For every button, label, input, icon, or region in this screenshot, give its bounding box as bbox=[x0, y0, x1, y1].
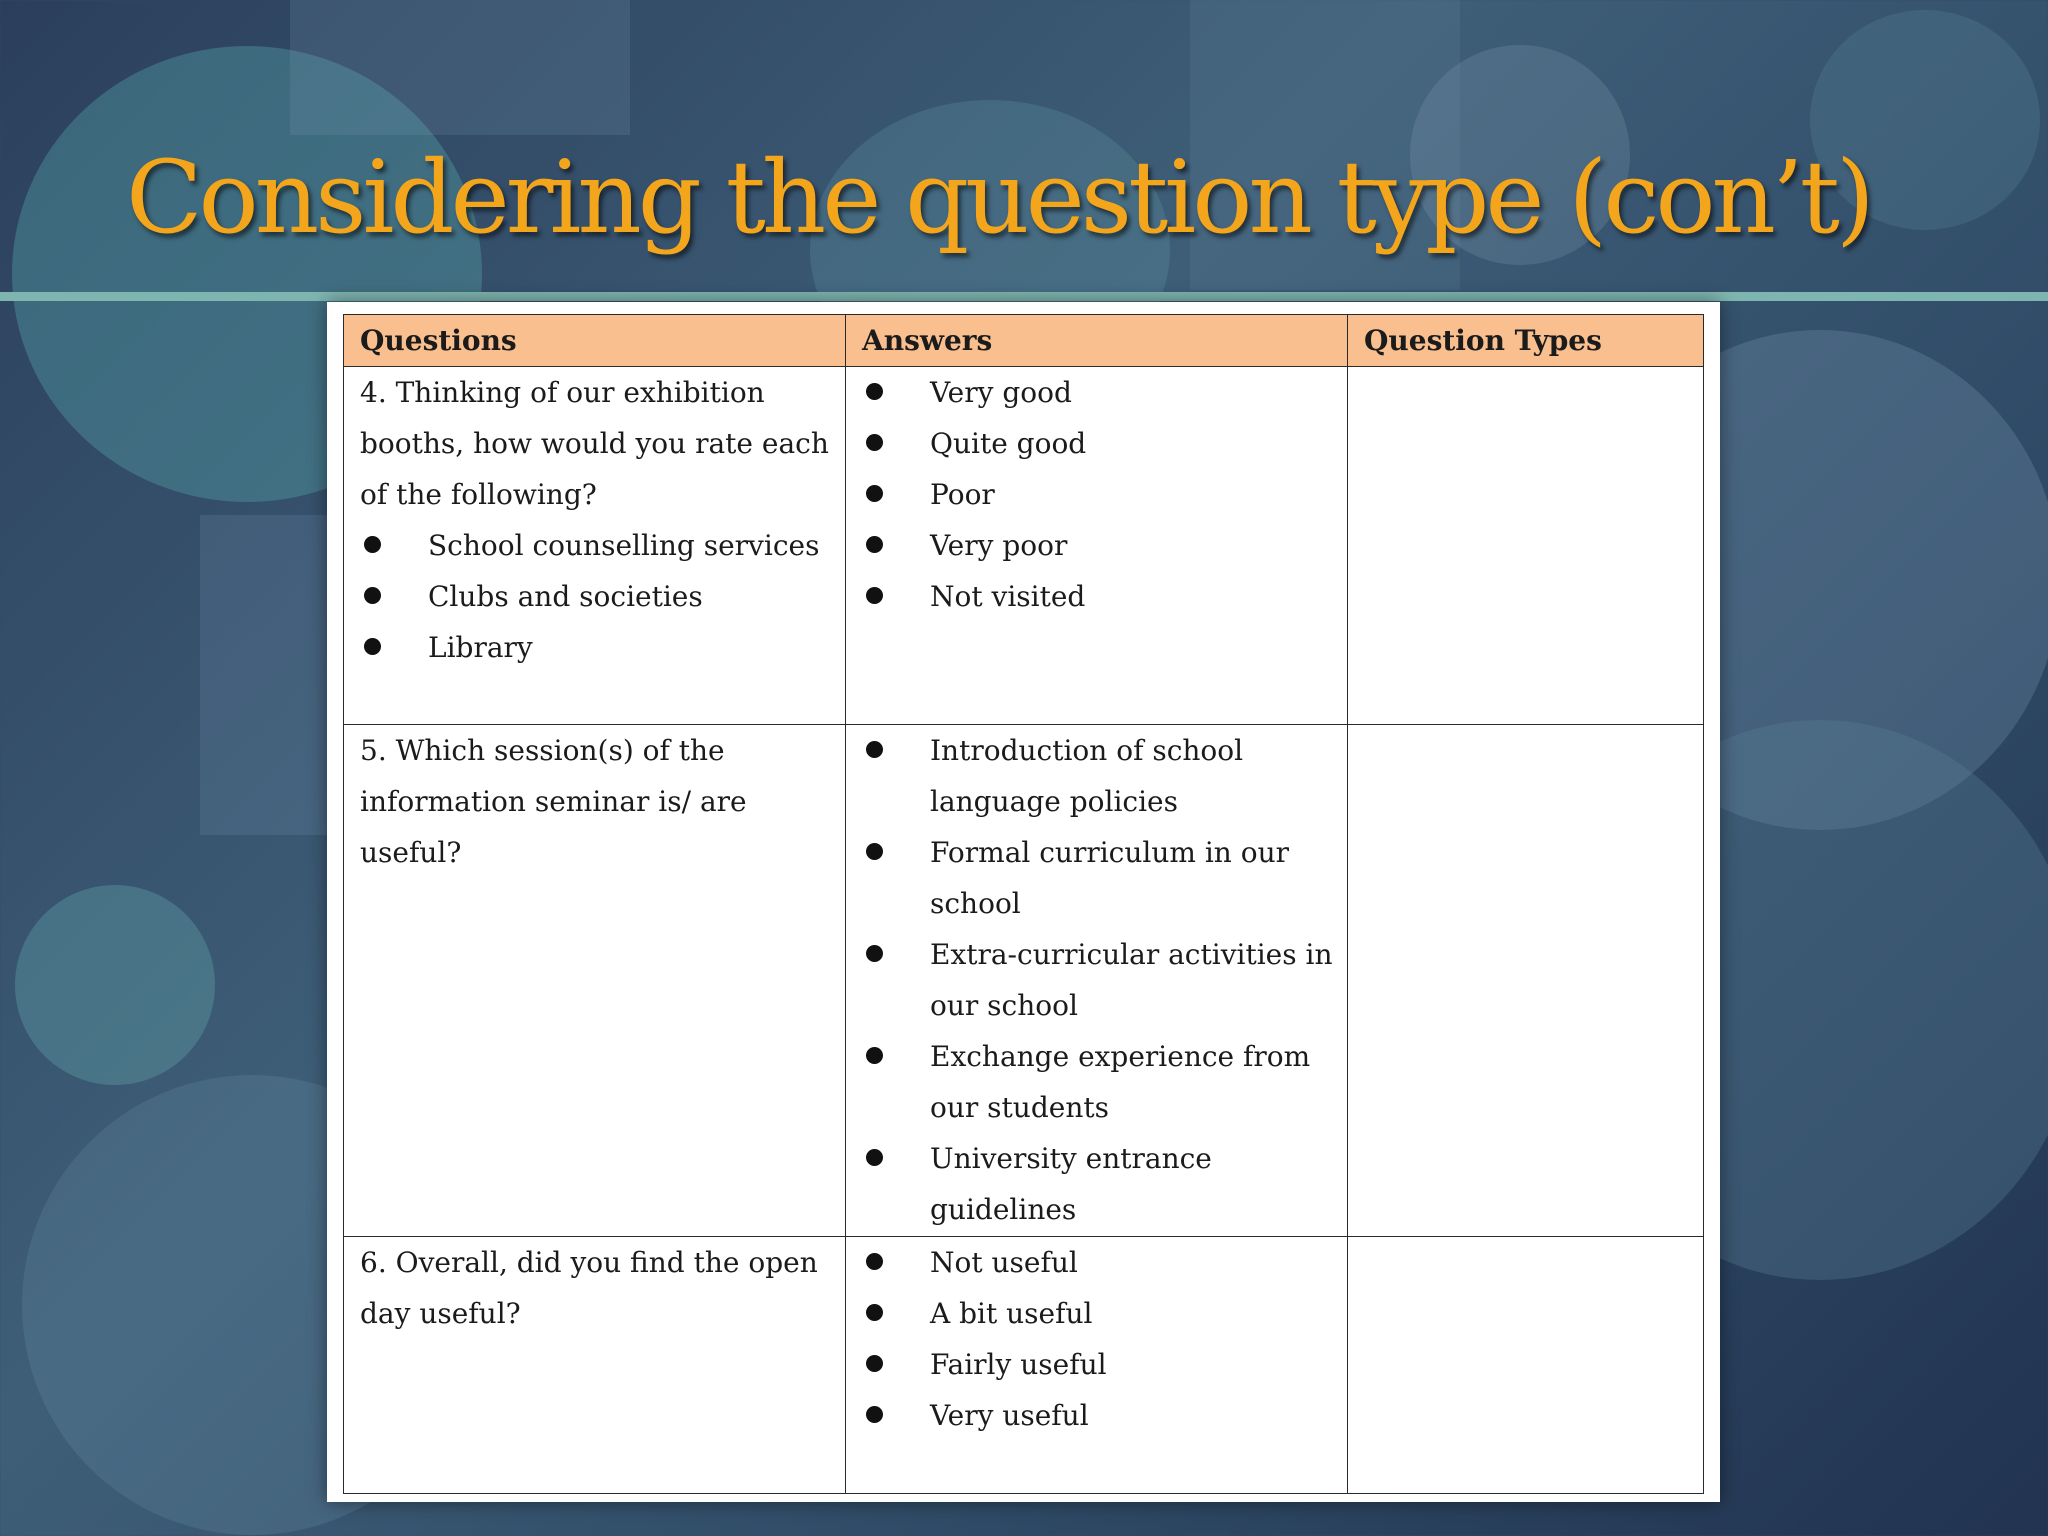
answer-list bbox=[862, 367, 1333, 622]
list-item: Formal curriculum in our school bbox=[862, 827, 1333, 929]
answers-cell bbox=[846, 1237, 1348, 1494]
list-item: Very useful bbox=[862, 1390, 1333, 1441]
title-divider bbox=[0, 292, 2048, 301]
list-item: Clubs and societies bbox=[360, 571, 831, 622]
table-row bbox=[344, 1237, 1704, 1494]
list-item: Library bbox=[360, 622, 831, 673]
list-item: Poor bbox=[862, 469, 1333, 520]
answers-cell bbox=[846, 725, 1348, 1237]
survey-document bbox=[327, 302, 1720, 1502]
question-type-cell bbox=[1348, 725, 1704, 1237]
list-item: Very poor bbox=[862, 520, 1333, 571]
list-item: Extra-curricular activities in our school bbox=[862, 929, 1333, 1031]
list-item: Very good bbox=[862, 367, 1333, 418]
table-header-row bbox=[344, 315, 1704, 367]
sub-item-list bbox=[360, 520, 831, 673]
list-item: Exchange experience from our students bbox=[862, 1031, 1333, 1133]
question-cell bbox=[344, 725, 846, 1237]
list-item: University entrance guidelines bbox=[862, 1133, 1333, 1235]
list-item: Not useful bbox=[862, 1237, 1333, 1288]
question-type-cell bbox=[1348, 367, 1704, 725]
table-row bbox=[344, 367, 1704, 725]
list-item: Fairly useful bbox=[862, 1339, 1333, 1390]
background-circle bbox=[15, 885, 215, 1085]
background-block bbox=[290, 0, 630, 135]
survey-table bbox=[343, 314, 1704, 1494]
answers-cell bbox=[846, 367, 1348, 725]
table-row bbox=[344, 725, 1704, 1237]
question-text: 6. Overall, did you find the open day useful? bbox=[360, 1246, 818, 1330]
answer-list bbox=[862, 1237, 1333, 1441]
question-cell bbox=[344, 1237, 846, 1494]
list-item: A bit useful bbox=[862, 1288, 1333, 1339]
list-item: Introduction of school language policies bbox=[862, 725, 1333, 827]
header-answers: Answers bbox=[846, 315, 1348, 367]
list-item: School counselling services bbox=[360, 520, 831, 571]
background-block bbox=[200, 515, 340, 835]
question-text: 4. Thinking of our exhibition booths, how would you rate each of the following? bbox=[360, 376, 829, 511]
list-item: Not visited bbox=[862, 571, 1333, 622]
question-text: 5. Which session(s) of the information seminar is/ are useful? bbox=[360, 734, 747, 869]
header-questions: Questions bbox=[344, 315, 846, 367]
question-type-cell bbox=[1348, 1237, 1704, 1494]
list-item: Quite good bbox=[862, 418, 1333, 469]
header-question-types: Question Types bbox=[1348, 315, 1704, 367]
slide-title: Considering the question type (con’t) bbox=[126, 139, 1871, 256]
question-cell bbox=[344, 367, 846, 725]
answer-list bbox=[862, 725, 1333, 1235]
